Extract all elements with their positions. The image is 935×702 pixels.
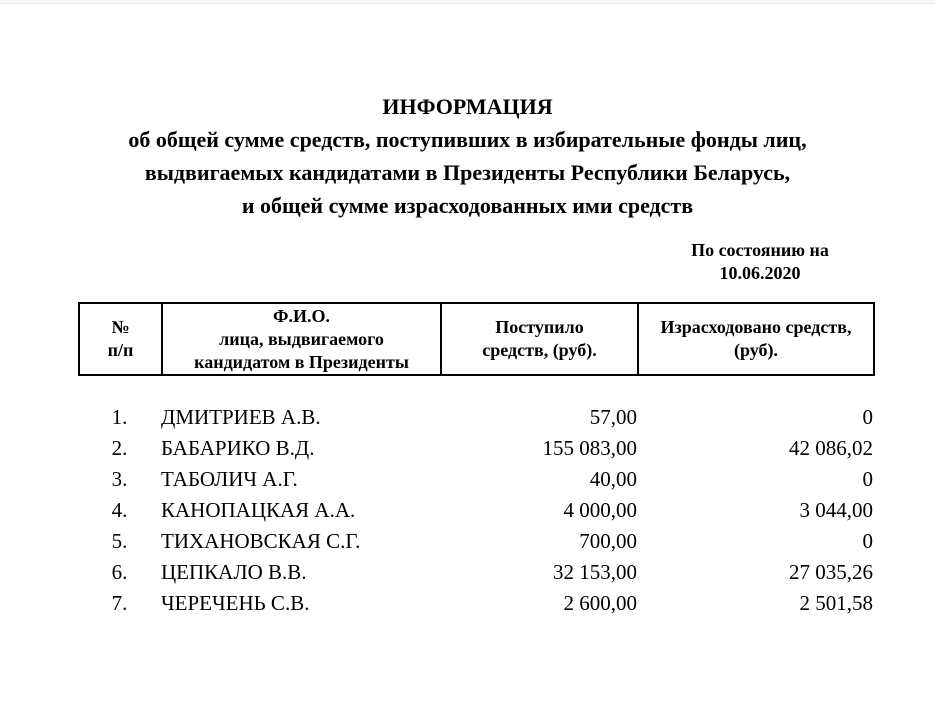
- document-title-block: [0, 90, 935, 222]
- header-candidate-name: [162, 303, 441, 375]
- candidate-name: ЧЕРЕЧЕНЬ С.В.: [161, 591, 310, 615]
- header-received-line: Поступило: [495, 317, 584, 337]
- row-number: 3.: [111, 467, 128, 491]
- row-number: 1.: [111, 405, 128, 429]
- header-number-line: №: [111, 317, 130, 337]
- spent-amount: 0: [862, 467, 873, 491]
- table-row: [78, 526, 873, 557]
- header-received: [441, 303, 638, 375]
- candidate-name: БАБАРИКО В.Д.: [161, 436, 315, 460]
- header-number: [79, 303, 162, 375]
- received-amount: 40,00: [589, 467, 637, 491]
- table-row: [78, 464, 873, 495]
- subtitle-line: выдвигаемых кандидатами в Президенты Республики Беларусь,: [144, 160, 791, 185]
- table-row: [78, 495, 873, 526]
- candidate-name: КАНОПАЦКАЯ А.А.: [161, 498, 356, 522]
- received-amount: 2 600,00: [563, 591, 637, 615]
- spent-amount: 0: [862, 529, 873, 553]
- row-number: 7.: [111, 591, 128, 615]
- header-candidate-name-line: Ф.И.О.: [273, 305, 330, 326]
- header-received-line: средств, (руб).: [482, 340, 597, 360]
- header-spent-line: Израсходовано средств,: [660, 317, 852, 337]
- row-number: 4.: [111, 498, 128, 522]
- spent-amount: 27 035,26: [789, 560, 873, 584]
- as-of-label: По состоянию на: [691, 240, 829, 260]
- subtitle-line: и общей сумме израсходованных ими средств: [241, 193, 694, 218]
- candidate-name: ЦЕПКАЛО В.В.: [161, 560, 307, 584]
- page-title: ИНФОРМАЦИЯ: [382, 94, 553, 119]
- table-row: [78, 557, 873, 588]
- received-amount: 700,00: [579, 529, 637, 553]
- as-of-date-block: [660, 239, 860, 285]
- header-spent: [638, 303, 874, 375]
- header-number-line: п/п: [107, 340, 134, 360]
- funds-table-header: [78, 302, 875, 376]
- received-amount: 155 083,00: [542, 436, 637, 460]
- spent-amount: 3 044,00: [799, 498, 873, 522]
- candidate-name: ТИХАНОВСКАЯ С.Г.: [161, 529, 361, 553]
- candidate-name: ДМИТРИЕВ А.В.: [161, 405, 321, 429]
- header-candidate-name-line: кандидатом в Президенты: [194, 351, 409, 372]
- spent-amount: 0: [862, 405, 873, 429]
- received-amount: 57,00: [589, 405, 637, 429]
- spent-amount: 2 501,58: [799, 591, 873, 615]
- header-row: [79, 303, 874, 375]
- header-spent-line: (руб).: [733, 340, 779, 360]
- row-number: 6.: [111, 560, 128, 584]
- as-of-date: 10.06.2020: [719, 263, 801, 283]
- page-top-border: [0, 0, 935, 4]
- header-candidate-name-line: лица, выдвигаемого: [219, 328, 384, 349]
- candidate-name: ТАБОЛИЧ А.Г.: [161, 467, 298, 491]
- table-row: [78, 433, 873, 464]
- row-number: 2.: [111, 436, 128, 460]
- spent-amount: 42 086,02: [789, 436, 873, 460]
- table-row: [78, 588, 873, 619]
- subtitle-line: об общей сумме средств, поступивших в избирательные фонды лиц,: [128, 127, 807, 152]
- funds-table-body: [78, 402, 873, 619]
- row-number: 5.: [111, 529, 128, 553]
- table-row: [78, 402, 873, 433]
- received-amount: 4 000,00: [563, 498, 637, 522]
- received-amount: 32 153,00: [553, 560, 637, 584]
